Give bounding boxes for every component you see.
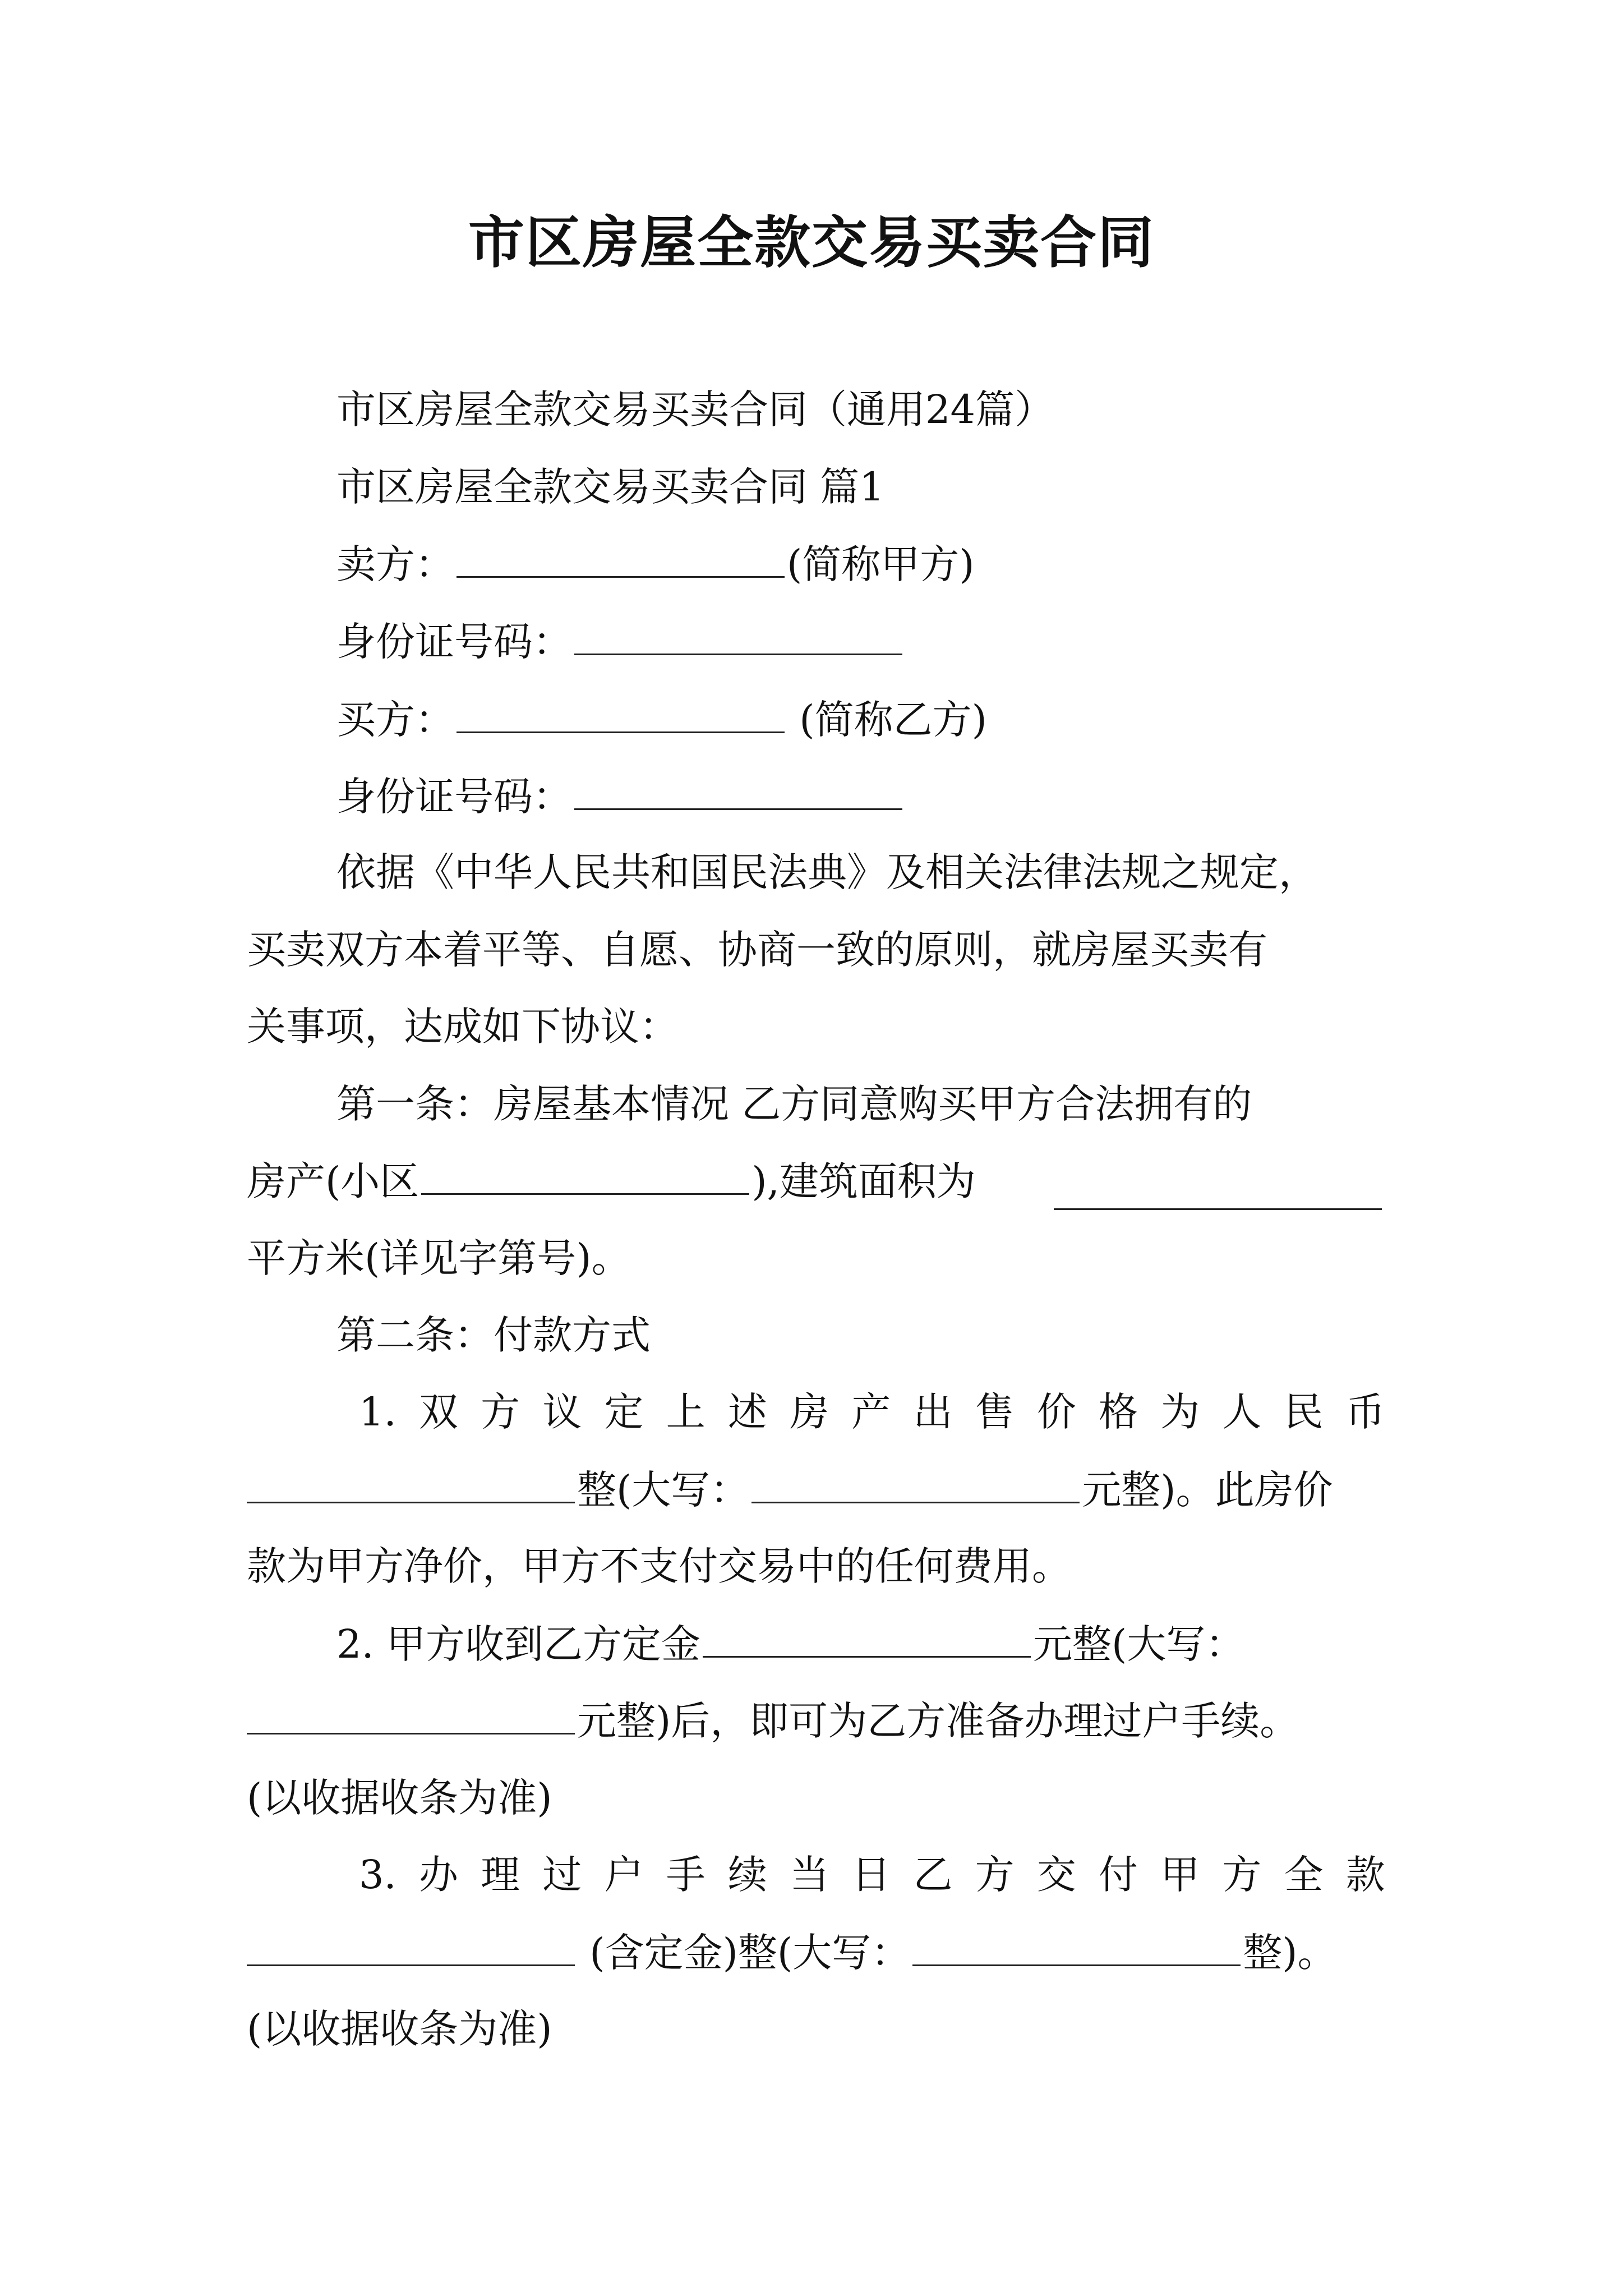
justified-char: 3.	[359, 1852, 396, 1898]
payment-item-1-line-1	[359, 1384, 1385, 1440]
justified-char: 双	[418, 1389, 458, 1435]
justified-char: 交	[1036, 1852, 1076, 1898]
article1-estate-label: 房产(小区	[247, 1158, 419, 1204]
justified-char: 方	[1222, 1852, 1262, 1898]
buyer-line	[336, 691, 987, 747]
article1-line-1: 第一条：房屋基本情况 乙方同意购买甲方合法拥有的	[336, 1081, 1252, 1127]
justified-char: 售	[975, 1389, 1015, 1435]
full-payment-label: (含定金)整(大写：	[589, 1930, 911, 1976]
justified-char: 全	[1284, 1852, 1324, 1898]
deposit-uppercase-label: 元整(大写：	[1033, 1621, 1245, 1667]
subtitle: 市区房屋全款交易买卖合同（通用24篇）	[336, 386, 1054, 432]
buyer-label: 买方：	[336, 697, 454, 743]
page-title: 市区房屋全款交易买卖合同	[468, 209, 1155, 275]
justified-char: 款	[1345, 1852, 1385, 1898]
justified-char: 当	[790, 1852, 829, 1898]
deposit-amount-blank[interactable]	[703, 1616, 1031, 1658]
full-payment-blank[interactable]	[247, 1924, 575, 1966]
justified-char: 民	[1284, 1389, 1324, 1435]
justified-char: 过	[542, 1852, 582, 1898]
payment-item-1-line-3: 款为甲方净价，甲方不支付交易中的任何费用。	[247, 1543, 1071, 1589]
intro-line-2: 买卖双方本着平等、自愿、协商一致的原则，就房屋买卖有	[247, 927, 1267, 973]
article2-heading: 第二条：付款方式	[336, 1312, 651, 1358]
justified-char: 甲	[1160, 1852, 1200, 1898]
justified-char: 续	[727, 1852, 767, 1898]
justified-char: 定	[604, 1389, 644, 1435]
justified-char: 乙	[913, 1852, 953, 1898]
justified-char: 1.	[359, 1389, 396, 1435]
justified-char: 手	[666, 1852, 706, 1898]
justified-char: 方	[481, 1389, 520, 1435]
seller-id-label: 身份证号码：	[336, 619, 572, 665]
justified-char: 格	[1099, 1389, 1138, 1435]
justified-char: 付	[1099, 1852, 1138, 1898]
justified-char: 上	[666, 1389, 706, 1435]
justified-char: 出	[913, 1389, 953, 1435]
section-heading: 市区房屋全款交易买卖合同 篇1	[336, 464, 884, 510]
payment-item-3-line-1	[359, 1847, 1385, 1903]
price-amount-blank[interactable]	[247, 1461, 575, 1503]
intro-line-1: 依据《中华人民共和国民法典》及相关法律法规之规定，	[336, 849, 1318, 895]
justified-char: 办	[418, 1852, 458, 1898]
price-uppercase-label: 整(大写：	[577, 1467, 750, 1513]
seller-line	[336, 536, 975, 592]
justified-char: 为	[1160, 1389, 1200, 1435]
estate-name-blank[interactable]	[421, 1153, 749, 1195]
seller-name-blank[interactable]	[457, 536, 785, 578]
seller-suffix: (简称甲方)	[787, 541, 975, 587]
price-uppercase-blank[interactable]	[751, 1461, 1080, 1503]
buyer-suffix: (简称乙方)	[799, 697, 987, 743]
buyer-id-blank[interactable]	[574, 768, 902, 810]
area-blank[interactable]	[1054, 1168, 1382, 1210]
payment-item-1-line-2	[247, 1461, 1333, 1517]
buyer-id-line	[336, 768, 905, 824]
seller-id-blank[interactable]	[574, 613, 902, 655]
payment-item-2-line-2	[247, 1692, 1299, 1749]
payment-item-3-line-2	[247, 1924, 1337, 1980]
article1-area-label: ),建筑面积为	[751, 1158, 976, 1204]
full-payment-end: 整)。	[1243, 1930, 1337, 1976]
payment-item-2-line-1	[336, 1616, 1244, 1672]
buyer-name-blank[interactable]	[457, 691, 785, 733]
deposit-uppercase-blank[interactable]	[247, 1692, 575, 1734]
justified-char: 述	[727, 1389, 767, 1435]
article1-line-3: 平方米(详见字第号)。	[247, 1235, 631, 1281]
seller-label: 卖方：	[336, 541, 454, 587]
justified-char: 人	[1222, 1389, 1262, 1435]
justified-char: 房	[790, 1389, 829, 1435]
article1-line-2	[247, 1153, 976, 1209]
intro-line-3: 关事项，达成如下协议：	[247, 1004, 679, 1050]
justified-char: 产	[851, 1389, 891, 1435]
justified-char: 方	[975, 1852, 1015, 1898]
justified-char: 日	[851, 1852, 891, 1898]
payment-item-3-line-3: (以收据收条为准)	[247, 2006, 552, 2052]
full-payment-uppercase-blank[interactable]	[912, 1924, 1241, 1966]
payment-item-2-line-3: (以收据收条为准)	[247, 1775, 552, 1821]
seller-id-line	[336, 613, 905, 669]
price-note: 元整)。此房价	[1082, 1467, 1333, 1513]
deposit-note: 元整)后，即可为乙方准备办理过户手续。	[577, 1698, 1299, 1744]
justified-char: 币	[1345, 1389, 1385, 1435]
deposit-label: 2. 甲方收到乙方定金	[336, 1621, 701, 1667]
justified-char: 户	[604, 1852, 644, 1898]
buyer-id-label: 身份证号码：	[336, 774, 572, 820]
justified-char: 议	[542, 1389, 582, 1435]
justified-char: 价	[1036, 1389, 1076, 1435]
justified-char: 理	[481, 1852, 520, 1898]
